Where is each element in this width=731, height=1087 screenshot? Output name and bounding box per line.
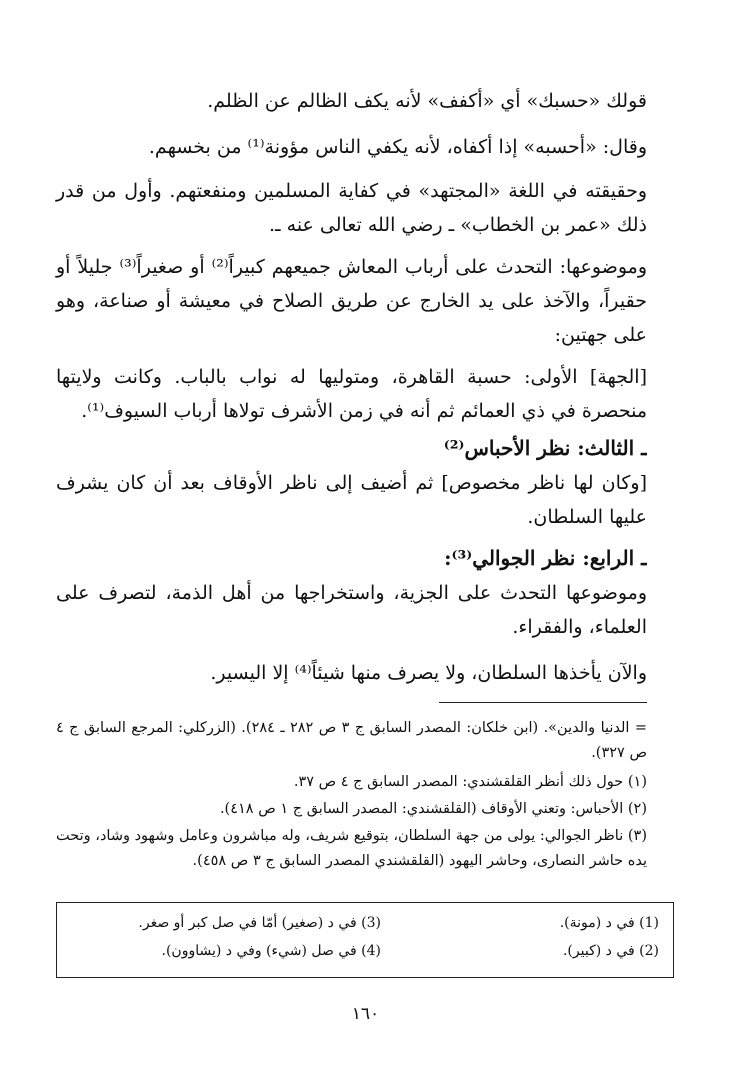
variant-2: (2) في د (كبير).: [562, 943, 659, 959]
footnote-1: (١) حول ذلك أنظر القلقشندي: المصدر السابق ج ٤ ص ٣٧.: [293, 774, 647, 790]
paragraph-5: [الجهة] الأولى: حسبة القاهرة، ومتوليها له نواب بالباب. وكانت ولايتها منحصرة في ذي العمائم ثم أنه في زمن الأشرف تولاها أرباب السيوف⁽¹⁾.: [56, 366, 647, 422]
section-heading-fourth: ـ الرابع: نظر الجوالي⁽³⁾:: [444, 546, 647, 570]
page-number: ١٦٠: [351, 1004, 380, 1024]
paragraph-8: والآن يأخذها السلطان، ولا يصرف منها شيئاً⁽⁴⁾ إلا اليسير.: [210, 662, 647, 684]
footnote-3: (٣) ناظر الجوالي: يولى من جهة السلطان، بتوقيع شريف، وله مباشرون وعامل وشهود وشاد، وتحت يده حاشر النصارى، وحاشر اليهود (القلقشندي المصدر السابق ج ٣ ص ٤٥٨).: [56, 828, 647, 869]
variant-4: (4) في صل (شي‏ء) وفي د (يشاوون).: [161, 943, 381, 959]
paragraph-1: قولك «حسبك» أي «أكفف» لأنه يكف الظالم عن الظلم.: [207, 90, 647, 112]
paragraph-4: وموضوعها: التحدث على أرباب المعاش جميعهم كبيراً⁽²⁾ أو صغيراً⁽³⁾ جليلاً أو حقيراً، والآخذ على يد الخارج عن طريق الصلاح في معيشة أو صناعة، وهو على جهتين:: [56, 256, 647, 346]
footnote-2: (٢) الأحباس: وتعني الأوقاف (القلقشندي: المصدر السابق ج ١ ص ٤١٨).: [219, 801, 647, 817]
paragraph-3: وحقيقته في اللغة «المجتهد» في كفاية المسلمين ومنفعتهم. وأول من قدر ذلك «عمر بن الخطاب» ـ رضي الله تعالى عنه ـ.: [56, 180, 647, 236]
paragraph-7: وموضوعها التحدث على الجزية، واستخراجها من أهل الذمة، لتصرف على العلماء، والفقراء.: [56, 582, 647, 638]
variant-3: (3) في د (صغير) أمّا في صل كبر أو صغر.: [138, 915, 381, 931]
variant-1: (1) في د (مونة).: [559, 915, 659, 931]
section-heading-third: ـ الثالث: نظر الأحباس⁽²⁾: [443, 436, 647, 460]
paragraph-2: وقال: «أحسبه» إذا أكفاه، لأنه يكفي الناس مؤونة⁽¹⁾ من بخسهم.: [148, 136, 647, 158]
footnote-continuation: = الدنيا والدين». (ابن خلكان: المصدر السابق ج ٣ ص ٢٨٢ ـ ٢٨٤). (الزركلي: المرجع السابق ج ٤ ص ٣٢٧).: [56, 720, 647, 761]
manuscript-variants-box: [56, 902, 674, 978]
paragraph-6: [وكان لها ناظر مخصوص] ثم أضيف إلى ناظر الأوقاف بعد أن كان يشرف عليها السلطان.: [56, 472, 647, 528]
footnote-separator: [439, 702, 647, 703]
